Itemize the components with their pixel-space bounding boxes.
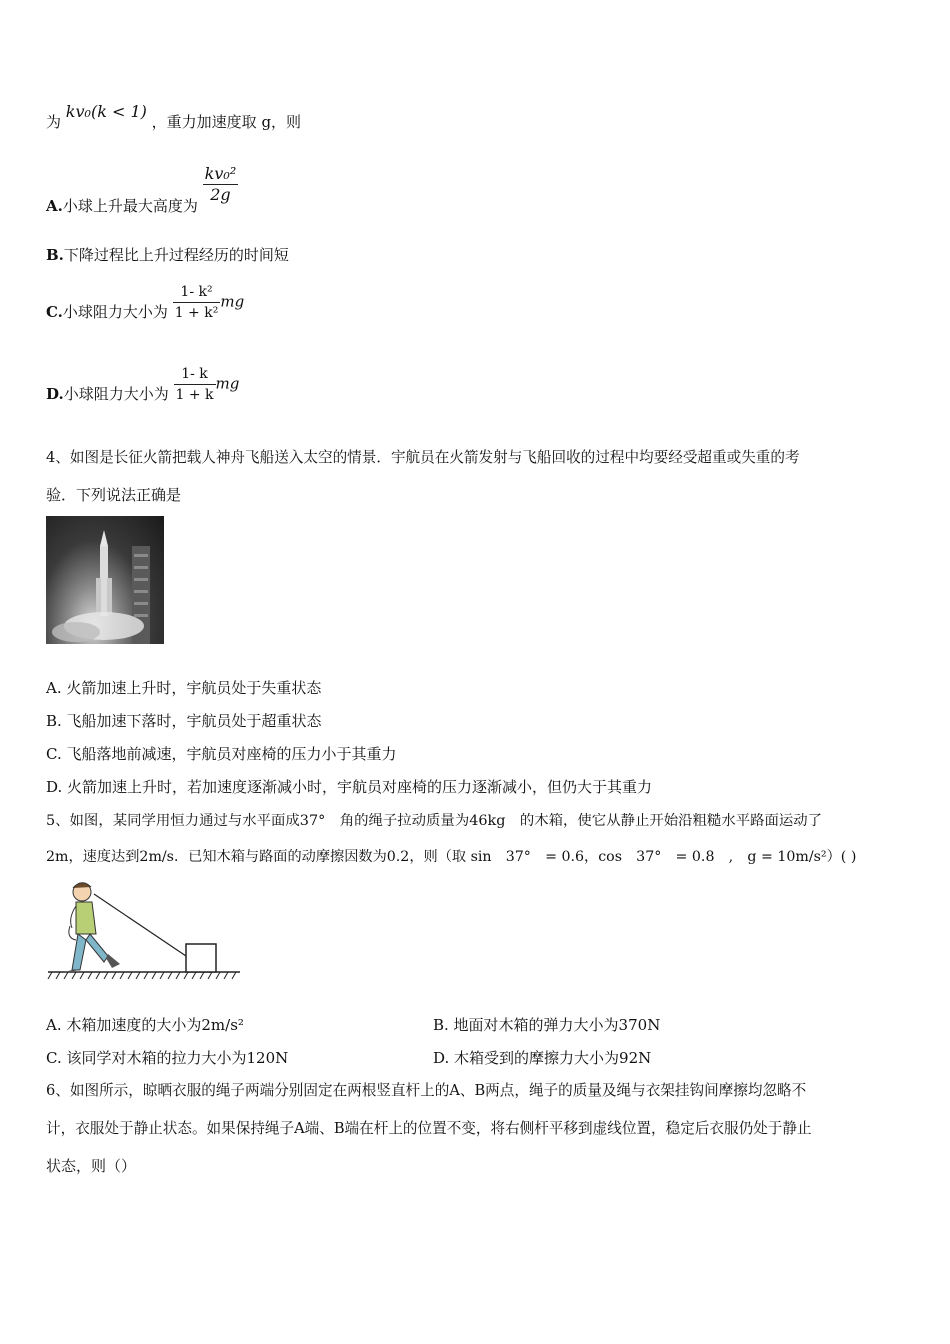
- fraction-numerator: 1- k²: [173, 282, 221, 303]
- q6-stem-line2: 计，衣服处于静止状态。如果保持绳子A端、B端在杆上的位置不变，将右侧杆平移到虚线位置，稳定后衣服仍处于静止: [46, 1120, 812, 1137]
- option-label: A.: [46, 196, 63, 215]
- q4-stem-line2: 验．下列说法正确是: [46, 486, 182, 504]
- option-text: 小球阻力大小为: [63, 384, 169, 403]
- fraction-denominator: 2g: [210, 185, 231, 204]
- option-label: D.: [46, 384, 64, 403]
- pulling-box-figure: [46, 878, 246, 982]
- fraction-denominator: 1 + k: [175, 387, 214, 403]
- q4-stem-line1: 4、如图是长征火箭把载人神舟飞船送入太空的情景．宇航员在火箭发射与飞船回收的过程中均要经受超重或失重的考: [46, 449, 800, 466]
- q3-formula: kv₀(k < 1): [65, 102, 147, 121]
- fraction-numerator: kv₀²: [204, 164, 237, 183]
- q5-option-b: B. 地面对木箱的弹力大小为370N: [433, 1016, 661, 1034]
- q4-option-c: C. 飞船落地前减速，宇航员对座椅的压力小于其重力: [46, 745, 397, 763]
- q3-suffix: ，重力加速度取 g，则: [151, 113, 302, 131]
- q4-option-a: A. 火箭加速上升时，宇航员处于失重状态: [46, 679, 322, 697]
- fraction-tail: mg: [215, 374, 240, 393]
- q3-option-a: [46, 164, 238, 215]
- fraction-numerator: 1- k: [174, 364, 216, 385]
- q6-stem-line1: 6、如图所示，晾晒衣服的绳子两端分别固定在两根竖直杆上的A、B两点，绳子的质量及绳与衣架挂钩间摩擦均忽略不: [46, 1082, 807, 1099]
- option-label: C.: [46, 302, 63, 321]
- q3-option-d: [46, 364, 239, 405]
- fraction: [174, 364, 216, 405]
- option-label: B.: [46, 246, 64, 264]
- q5-option-a: A. 木箱加速度的大小为2m/s²: [46, 1016, 244, 1034]
- person-pulling-box-illustration: [46, 878, 246, 982]
- q4-option-b: B. 飞船加速下落时，宇航员处于超重状态: [46, 712, 322, 730]
- fraction-denominator: 1 + k²: [174, 305, 219, 321]
- fraction: [173, 282, 221, 323]
- fraction-tail: mg: [220, 292, 245, 311]
- q3-option-c: [46, 282, 244, 323]
- q4-option-d: D. 火箭加速上升时，若加速度逐渐减小时，宇航员对座椅的压力逐渐减小，但仍大于其重力: [46, 778, 653, 796]
- q5-stem-line2: 2m，速度达到2m/s．已知木箱与路面的动摩擦因数为0.2，则（取 sin 37° = 0.6，cos 37° = 0.8 , g = 10m/s²）( ): [46, 849, 857, 865]
- option-text: 小球上升最大高度为: [62, 196, 198, 215]
- rocket-launch-illustration: [46, 516, 164, 644]
- fraction: [203, 164, 239, 205]
- q3-stem-tail: [46, 102, 302, 132]
- option-text: 下降过程比上升过程经历的时间短: [63, 246, 289, 264]
- q5-option-c: C. 该同学对木箱的拉力大小为120N: [46, 1049, 289, 1067]
- q6-stem-line3: 状态，则（）: [46, 1157, 137, 1175]
- q5-stem-line1: 5、如图，某同学用恒力通过与水平面成37° 角的绳子拉动质量为46kg 的木箱，使它从静止开始沿粗糙水平路面运动了: [46, 813, 823, 829]
- q3-prefix: 为: [46, 113, 62, 131]
- rocket-launch-photo: [46, 516, 164, 644]
- q5-option-d: D. 木箱受到的摩擦力大小为92N: [433, 1049, 652, 1067]
- option-text: 小球阻力大小为: [62, 302, 168, 321]
- q3-option-b: [46, 245, 289, 265]
